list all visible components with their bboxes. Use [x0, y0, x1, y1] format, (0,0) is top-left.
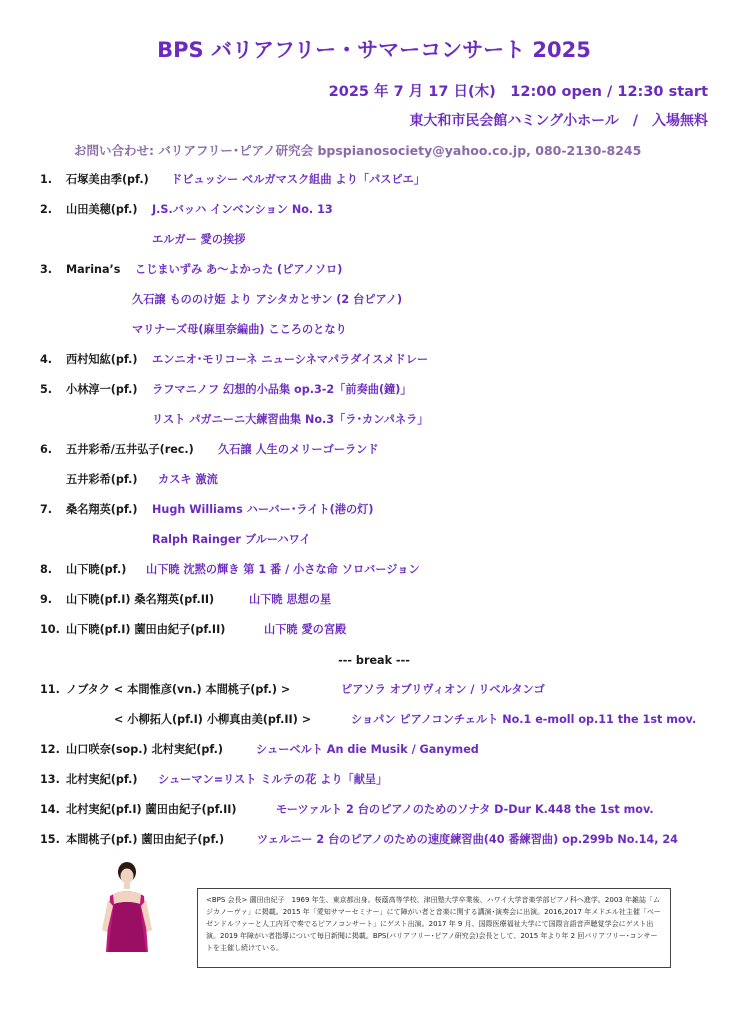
program-performer: 北村実紀(pf.)	[66, 773, 138, 786]
program-performer: 山口咲奈(sop.) 北村実紀(pf.)	[66, 743, 223, 756]
program-performer: 石塚美由季(pf.)	[66, 173, 149, 186]
program-number: 14.	[40, 803, 60, 816]
program-piece: ピアソラ オブリヴィオン / リベルタンゴ	[341, 683, 545, 696]
program-piece: カスキ 激流	[158, 473, 218, 486]
program-piece: J.S.バッハ インベンション No. 13	[152, 203, 333, 216]
program-performer: < 小柳拓人(pf.I) 小柳真由美(pf.II) >	[114, 713, 312, 726]
program-piece: 久石譲 人生のメリーゴーランド	[218, 443, 379, 456]
program-number: 13.	[40, 773, 60, 786]
program-piece: こじまいずみ あ～よかった (ピアノソロ)	[135, 263, 343, 276]
program-performer: 本間桃子(pf.) 薗田由紀子(pf.)	[66, 833, 225, 846]
program-performer: Marina’s	[66, 263, 121, 276]
program-piece: エルガー 愛の挨拶	[152, 233, 246, 246]
program-performer: 北村実紀(pf.I) 薗田由紀子(pf.II)	[66, 803, 237, 816]
program-number: 9.	[40, 593, 53, 606]
break-label: --- break ---	[338, 654, 410, 667]
bio-box: <BPS 会長> 薗田由紀子 1969 年生、東京都出身。桜蔭高等学校、津田塾大学卒業後、ハワイ大学音楽学部ピアノ科へ進学。2003 年雑誌「ムジカノーヴァ」に掲載。2015 年「愛知サマーセミナー」にて障がい者と音楽に関する講演･演奏会に出演。2016,2017 年メドエル社主催「ベーゼンドルファーと人工内耳で奏でるピアノコンサート」にゲスト出演。2017 年 9 月、国際医療福祉大学にて国際言語音声聴覚学会にゲスト出演。2019 年障がい者指導について毎日新聞に掲載。BPS(バリアフリー･ピアノ研究会)会長として、2015 年より年 2 回バリアフリー･コンサートを主催し続けている。	[197, 888, 671, 968]
program-performer: 山下暁(pf.I) 薗田由紀子(pf.II)	[66, 623, 226, 636]
program-piece: リスト パガニーニ大練習曲集 No.3「ラ･カンパネラ」	[152, 413, 429, 426]
program-piece: ショパン ピアノコンチェルト No.1 e-moll op.11 the 1st mov.	[351, 713, 697, 726]
program-number: 3.	[40, 263, 53, 276]
program-performer: 山下暁(pf.I) 桑名翔英(pf.II)	[66, 593, 215, 606]
program-number: 5.	[40, 383, 53, 396]
program-performer: 五井彩希/五井弘子(rec.)	[66, 443, 194, 456]
program-performer: 小林淳一(pf.)	[66, 383, 138, 396]
program-number: 12.	[40, 743, 60, 756]
program-performer: ノブタク < 本間惟彦(vn.) 本間桃子(pf.) >	[66, 683, 291, 696]
program-number: 6.	[40, 443, 53, 456]
concert-title: BPS バリアフリー・サマーコンサート 2025	[157, 38, 591, 62]
program-number: 2.	[40, 203, 53, 216]
program-performer: 桑名翔英(pf.)	[66, 503, 138, 516]
program-number: 10.	[40, 623, 60, 636]
program-piece: 山下暁 愛の宮殿	[264, 623, 347, 636]
program-number: 1.	[40, 173, 53, 186]
program-piece: Ralph Rainger ブルーハワイ	[152, 533, 311, 546]
date-time: 2025 年 7 月 17 日(木) 12:00 open / 12:30 start	[328, 84, 708, 100]
program-number: 7.	[40, 503, 53, 516]
performer-photo	[96, 860, 158, 952]
program-piece: ツェルニー 2 台のピアノのための速度練習曲(40 番練習曲) op.299b No.14, 24	[257, 833, 678, 846]
program-number: 8.	[40, 563, 53, 576]
program-piece: 山下暁 思想の星	[249, 593, 332, 606]
program-piece: モーツァルト 2 台のピアノのためのソナタ D-Dur K.448 the 1st mov.	[276, 803, 654, 816]
program-number: 4.	[40, 353, 53, 366]
program-piece: 久石譲 もののけ姫 より アシタカとサン (2 台ピアノ)	[132, 293, 403, 306]
program-piece: ドビュッシー ベルガマスク組曲 より「パスピエ」	[171, 173, 425, 186]
program-piece: シューベルト An die Musik / Ganymed	[256, 743, 479, 756]
program-performer: 五井彩希(pf.)	[66, 473, 138, 486]
program-piece: ラフマニノフ 幻想的小品集 op.3-2「前奏曲(鐘)」	[152, 383, 412, 396]
contact-info: お問い合わせ: バリアフリー･ピアノ研究会 bpspianosociety@yahoo.co.jp, 080-2130-8245	[74, 143, 642, 158]
program-piece: シューマン=リスト ミルテの花 より「献呈」	[158, 773, 388, 786]
program-number: 11.	[40, 683, 60, 696]
program-piece: マリナーズ母(麻里奈編曲) こころのとなり	[132, 323, 347, 336]
program-performer: 山下暁(pf.)	[66, 563, 127, 576]
program-piece: エンニオ･モリコーネ ニューシネマパラダイスメドレー	[152, 353, 429, 366]
program-number: 15.	[40, 833, 60, 846]
program-performer: 山田美穂(pf.)	[66, 203, 138, 216]
venue: 東大和市民会館ハミング小ホール / 入場無料	[409, 113, 708, 129]
program-piece: Hugh Williams ハーバー･ライト(港の灯)	[152, 503, 374, 516]
program-piece: 山下暁 沈黙の輝き 第 1 番 / 小さな命 ソロバージョン	[146, 563, 420, 576]
program-performer: 西村知紘(pf.)	[66, 353, 138, 366]
